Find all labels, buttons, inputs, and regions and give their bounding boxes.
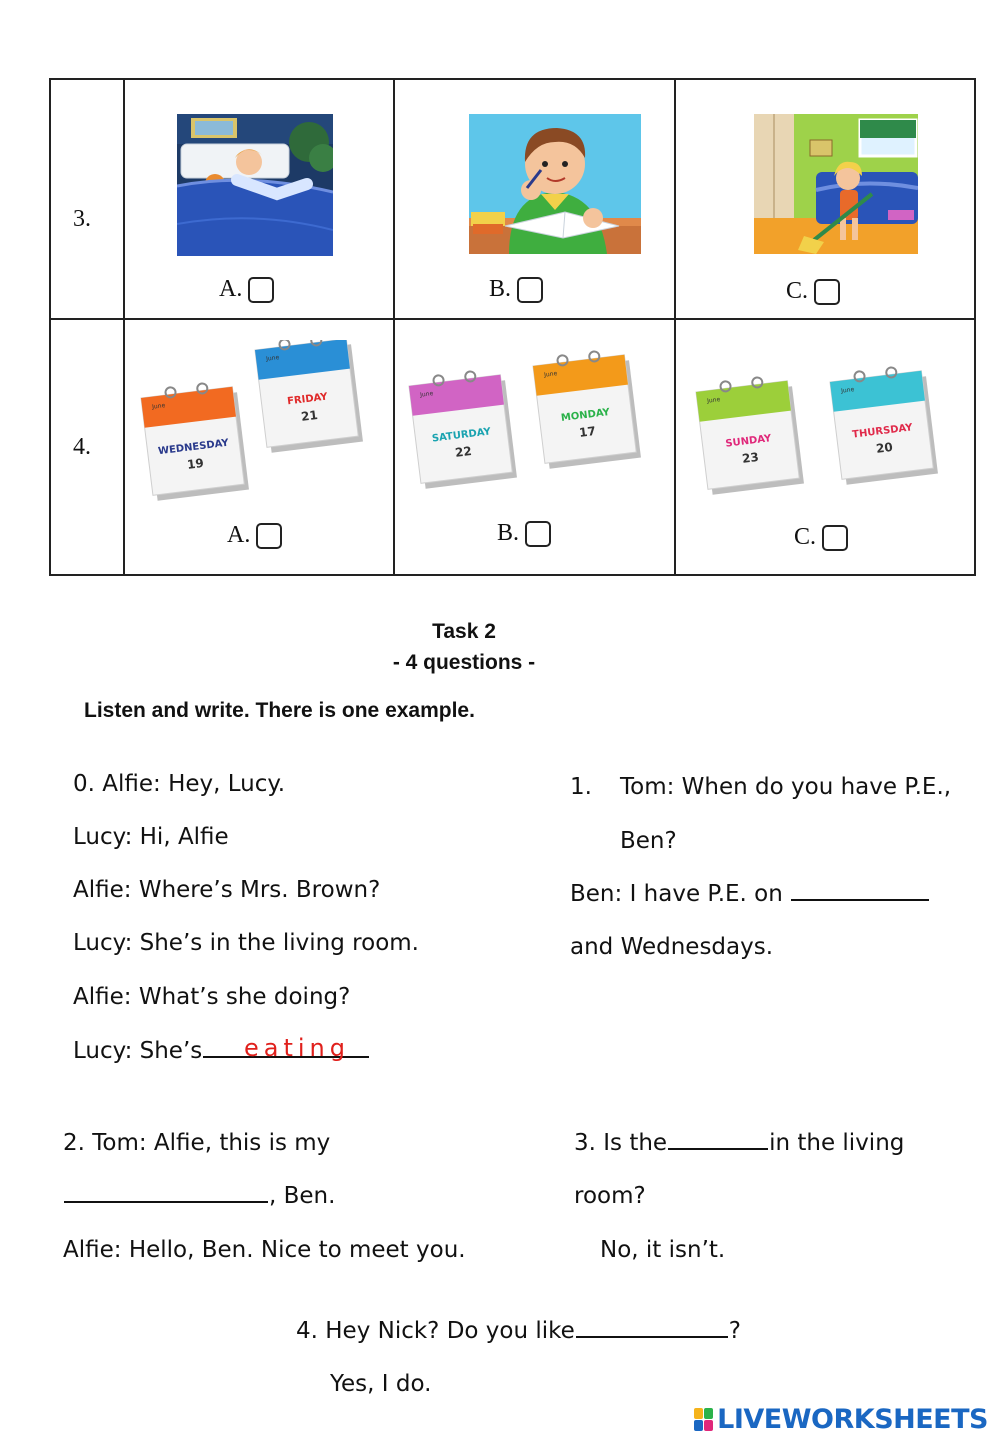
answer-checkbox[interactable] (525, 521, 551, 547)
calendar-day: MONDAY (560, 407, 611, 424)
option-a (227, 522, 282, 549)
q1-answer-blank[interactable] (791, 897, 929, 901)
option-a (219, 276, 274, 303)
option-cell-4b (394, 319, 675, 575)
answer-checkbox[interactable] (822, 525, 848, 551)
calendar-month: June (706, 396, 721, 405)
example-line: Alfie: What’s she doing? (73, 984, 351, 1010)
option-cell-3a (124, 79, 394, 319)
example-line: Lucy: She’s (73, 1038, 203, 1064)
calendar-day: FRIDAY (286, 391, 329, 408)
example-line: Alfie: Where’s Mrs. Brown? (73, 877, 381, 903)
answer-checkbox[interactable] (256, 523, 282, 549)
calendar-pair-a (135, 340, 385, 520)
calendar-month: June (265, 354, 280, 363)
q3-answer-blank[interactable] (668, 1146, 768, 1150)
calendar-month: June (840, 386, 855, 395)
calendar-date: 22 (454, 443, 473, 460)
option-c (794, 524, 848, 551)
calendar-month: June (543, 370, 558, 379)
q4-line: Yes, I do. (330, 1371, 432, 1397)
calendar-date: 21 (300, 407, 319, 424)
option-label: A. (227, 522, 251, 548)
calendar-date: 17 (578, 423, 597, 440)
example-line: 0. Alfie: Hey, Lucy. (73, 771, 286, 797)
task-instruction: Listen and write. There is one example. (84, 699, 475, 722)
option-label: B. (497, 520, 520, 546)
calendar-day: WEDNESDAY (157, 437, 230, 458)
q4-answer-blank[interactable] (576, 1334, 728, 1338)
logo-text: LIVEWORKSHEETS (717, 1404, 988, 1435)
calendar-pair-c (690, 360, 960, 530)
boy-sleeping-picture (177, 114, 333, 256)
q1-line: Tom: When do you have P.E., (620, 774, 952, 800)
q3-line: room? (574, 1183, 646, 1209)
option-cell-3c (675, 79, 975, 319)
question-number: 4. (73, 434, 91, 460)
option-c (786, 278, 840, 305)
q4-answer-line (296, 1318, 741, 1344)
calendar-month: June (151, 402, 166, 411)
answer-checkbox[interactable] (517, 277, 543, 303)
option-label: A. (219, 276, 243, 302)
q2-line: , Ben. (269, 1183, 336, 1209)
q4-line: ? (728, 1318, 742, 1344)
q1-number: 1. (570, 774, 592, 800)
calendar-day: THURSDAY (851, 422, 914, 441)
option-cell-3b (394, 79, 675, 319)
q3-line: 3. Is the (574, 1130, 668, 1156)
q2-line: 2. Tom: Alfie, this is my (63, 1130, 331, 1156)
q3-answer-line (574, 1130, 904, 1156)
option-b (497, 520, 551, 547)
q2-line: Alfie: Hello, Ben. Nice to meet you. (63, 1237, 466, 1263)
answer-checkbox[interactable] (814, 279, 840, 305)
option-label: C. (794, 524, 817, 550)
calendar-date: 23 (741, 449, 760, 466)
calendar-day: SATURDAY (431, 426, 492, 445)
q1-answer-line (570, 881, 930, 907)
q1-line: Ben: I have P.E. on (570, 881, 783, 907)
calendar-date: 20 (875, 439, 894, 456)
example-answer: eating (244, 1034, 350, 1062)
option-cell-4c (675, 319, 975, 575)
option-b (489, 276, 543, 303)
question-row-4 (50, 319, 975, 575)
q4-line: 4. Hey Nick? Do you like (296, 1318, 575, 1344)
answer-checkbox[interactable] (248, 277, 274, 303)
q3-line: in the living (769, 1130, 905, 1156)
q3-line: No, it isn’t. (600, 1237, 726, 1263)
q2-answer-blank[interactable] (64, 1199, 268, 1203)
picture-question-table (49, 78, 976, 576)
q1-line: Ben? (620, 828, 677, 854)
calendar-day: SUNDAY (724, 433, 772, 450)
girl-sweeping-picture (754, 114, 918, 254)
option-cell-4a (124, 319, 394, 575)
calendar-month: June (419, 390, 434, 399)
calendar-date: 19 (186, 455, 205, 472)
liveworksheets-logo (694, 1404, 988, 1435)
question-number-cell (50, 79, 124, 319)
option-label: B. (489, 276, 512, 302)
option-label: C. (786, 278, 809, 304)
q1-line: and Wednesdays. (570, 934, 774, 960)
boy-writing-picture (469, 114, 641, 254)
question-row-3 (50, 79, 975, 319)
question-number: 3. (73, 206, 91, 232)
calendar-pair-b (403, 346, 653, 526)
logo-mark-icon (694, 1408, 713, 1431)
q2-answer-line (63, 1183, 335, 1209)
task-title: Task 2 (432, 620, 496, 643)
example-line: Lucy: Hi, Alfie (73, 824, 229, 850)
question-number-cell (50, 319, 124, 575)
example-line: Lucy: She’s in the living room. (73, 930, 419, 956)
task-subtitle: - 4 questions - (392, 651, 536, 674)
